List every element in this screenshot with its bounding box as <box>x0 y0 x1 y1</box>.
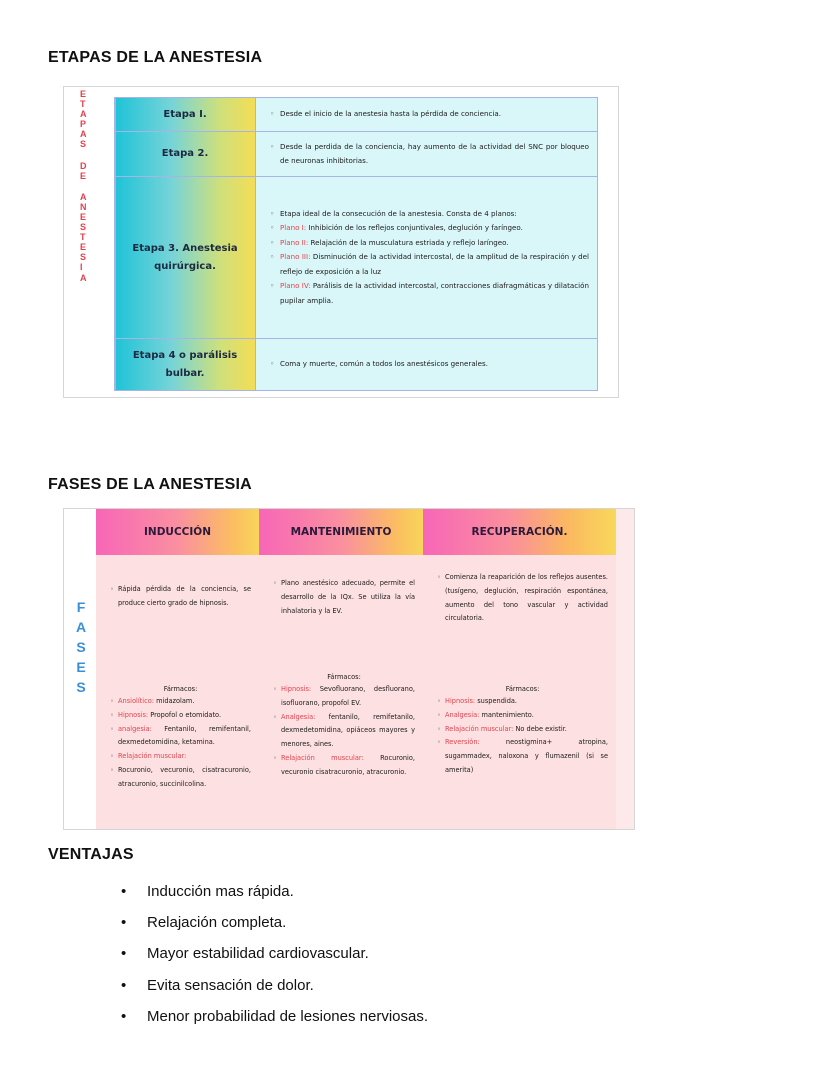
vertical-letter: A <box>80 191 87 202</box>
fase-header-recuperacion: RECUPERACIÓN. <box>423 509 616 555</box>
list-item <box>437 695 608 709</box>
list-item <box>110 764 251 792</box>
vertical-letter: E <box>76 659 86 675</box>
etapa-label: Etapa I. <box>163 108 207 120</box>
highlight-label: analgesia: <box>118 724 152 733</box>
etapa-row-3 <box>115 177 598 339</box>
vertical-letter: S <box>80 222 87 233</box>
farmacos-label: Fármacos: <box>163 685 198 693</box>
ventajas-list <box>121 876 428 1032</box>
etapa-row-1 <box>115 98 598 132</box>
vertical-letter: D <box>80 160 87 171</box>
vertical-letter: T <box>80 99 86 110</box>
etapa-row-2 <box>115 132 598 177</box>
item-text: Rápida pérdida de la conciencia, se produce cierto grado de hipnosis. <box>118 585 251 607</box>
fase-cell-recuperacion <box>423 555 616 829</box>
list-item <box>270 279 589 308</box>
highlight-label: Relajación muscular: <box>118 752 187 761</box>
item-text: Propofol o etomidato. <box>148 710 222 719</box>
etapa-label: Etapa 2. <box>161 148 209 159</box>
highlight-label: Relajación muscular: <box>445 724 514 733</box>
fase-header-mantenimiento: MANTENIMIENTO <box>259 509 423 555</box>
list-item <box>273 752 415 780</box>
vertical-letter: I <box>80 262 83 273</box>
item-text: Fentanilo, remifentanil, dexmedetomidina, ketamina. <box>118 724 251 747</box>
vertical-letter: E <box>80 211 87 222</box>
vertical-letter: F <box>76 599 86 615</box>
highlight-label: Plano II: <box>280 237 309 247</box>
etapas-figure <box>63 86 619 398</box>
item-text: Sevofluorano, desfluorano, isofluorano, propofol EV. <box>281 685 415 707</box>
ventaja-item: • Menor probabilidad de lesiones nerviosas. <box>121 1001 428 1032</box>
item-text: Desde la perdida de la conciencia, hay aumento de la actividad del SNC por bloqueo de neuronas inhibitorias. <box>280 141 589 165</box>
etapa-label: Etapa 3. Anestesia quirúrgica. <box>132 242 238 272</box>
item-text: mantenimiento. <box>479 710 534 719</box>
list-item <box>273 683 415 711</box>
list-item <box>273 711 415 752</box>
highlight-label: Hipnosis: <box>445 697 476 705</box>
list-item <box>110 723 251 751</box>
highlight-label: Analgesia: <box>445 710 480 719</box>
ventajas-title: VENTAJAS <box>48 846 134 863</box>
highlight-label: Ansiolítico: <box>118 697 154 705</box>
etapas-vertical-label <box>80 89 87 283</box>
vertical-letter: E <box>80 170 87 181</box>
list-item <box>270 236 589 250</box>
item-text: No debe existir. <box>513 724 567 733</box>
vertical-letter: T <box>80 232 86 243</box>
item-text: Disminución de la actividad intercostal, de la amplitud de la respiración y del reflejo de exposición a la luz <box>280 252 590 276</box>
highlight-label: Plano III: <box>280 252 311 262</box>
item-text: Desde el inicio de la anestesia hasta la pérdida de conciencia. <box>280 109 501 119</box>
item-text: fentanilo, remifetanilo, dexmedetomidina, opiáceos mayores y menores, aines. <box>281 712 415 749</box>
list-item <box>270 250 589 279</box>
list-item <box>110 750 251 764</box>
list-item <box>110 583 251 611</box>
list-item <box>270 140 589 169</box>
etapas-table <box>114 97 598 391</box>
etapa-label: Etapa 4 o parálisis bulbar. <box>132 349 238 379</box>
fases-table <box>96 509 634 829</box>
list-item <box>270 207 589 221</box>
vertical-word-de <box>80 161 87 181</box>
item-text: Relajación de la musculatura estriada y reflejo laríngeo. <box>308 237 509 247</box>
list-item <box>437 723 608 737</box>
list-item <box>110 695 251 709</box>
vertical-letter: E <box>80 242 87 253</box>
ventaja-item: • Mayor estabilidad cardiovascular. <box>121 938 428 969</box>
vertical-letter: P <box>80 119 87 130</box>
vertical-letter: N <box>80 201 87 212</box>
item-text: midazolam. <box>153 697 195 705</box>
etapa-row-4 <box>115 339 598 391</box>
ventaja-item: • Evita sensación de dolor. <box>121 970 428 1001</box>
ventaja-item: • Relajación completa. <box>121 907 428 938</box>
highlight-label: Relajación muscular: <box>281 753 364 762</box>
list-item <box>437 709 608 723</box>
item-text: Plano anestésico adecuado, permite el desarrollo de la IQx. Se utiliza la vía inhalatoria y la EV. <box>281 579 415 615</box>
fase-cell-induccion <box>96 555 259 829</box>
vertical-letter: A <box>80 109 87 120</box>
fase-cell-mantenimiento <box>259 555 423 829</box>
item-text: Comienza la reaparición de los reflejos ausentes. (tusígeno, deglución, respiración espontánea, aumento del tono vascular y actividad circulatoria. <box>445 573 608 623</box>
vertical-word-etapas <box>80 89 87 150</box>
vertical-letter: S <box>76 679 86 695</box>
item-text: Coma y muerte, común a todos los anestésicos generales. <box>280 359 488 369</box>
vertical-letter: S <box>76 639 86 655</box>
list-item <box>273 577 415 618</box>
highlight-label: Hipnosis: <box>281 685 312 693</box>
vertical-word-anestesia <box>80 192 87 283</box>
highlight-label: Reversión: <box>445 738 480 747</box>
highlight-label: Plano IV: <box>280 281 311 291</box>
list-item <box>270 221 589 235</box>
highlight-label: Plano I: <box>280 223 307 233</box>
item-text: suspendida. <box>475 697 518 705</box>
list-item <box>270 357 589 371</box>
item-text: Rocuronio, vecuronio, cisatracuronio, atracuronio, succinilcolina. <box>118 765 251 788</box>
item-text: Inhibición de los reflejos conjuntivales, deglución y faríngeo. <box>306 223 523 233</box>
vertical-letter: A <box>80 129 87 140</box>
farmacos-label: Fármacos: <box>327 673 361 681</box>
list-item <box>110 709 251 723</box>
vertical-letter: S <box>80 139 87 150</box>
highlight-label: Analgesia: <box>281 712 316 721</box>
item-text: Rocuronio, vecuronio cisatracuronio, atracuronio. <box>281 753 415 776</box>
item-text: Etapa ideal de la consecución de la anestesia. Consta de 4 planos: <box>280 209 517 219</box>
fases-figure <box>63 508 635 830</box>
list-item <box>437 571 608 626</box>
highlight-label: Hipnosis: <box>118 710 149 719</box>
farmacos-label: Fármacos: <box>505 685 540 693</box>
item-text: Parálisis de la actividad intercostal, contracciones diafragmáticas y dilatación pupilar amplia. <box>280 281 589 305</box>
vertical-letter: A <box>76 619 87 635</box>
vertical-letter: A <box>80 272 87 283</box>
list-item <box>270 107 589 121</box>
ventaja-item: • Inducción mas rápida. <box>121 876 428 907</box>
etapas-title: ETAPAS DE LA ANESTESIA <box>48 49 263 66</box>
list-item <box>437 736 608 777</box>
item-text: neostigmina+ atropina, sugammadex, naloxona y flumazenil (si se amerita) <box>445 738 608 774</box>
vertical-letter: E <box>80 89 87 99</box>
fase-header-induccion: INDUCCIÓN <box>96 509 259 555</box>
fases-title: FASES DE LA ANESTESIA <box>48 476 252 493</box>
vertical-letter: S <box>80 252 87 263</box>
fases-vertical-label <box>76 597 86 697</box>
